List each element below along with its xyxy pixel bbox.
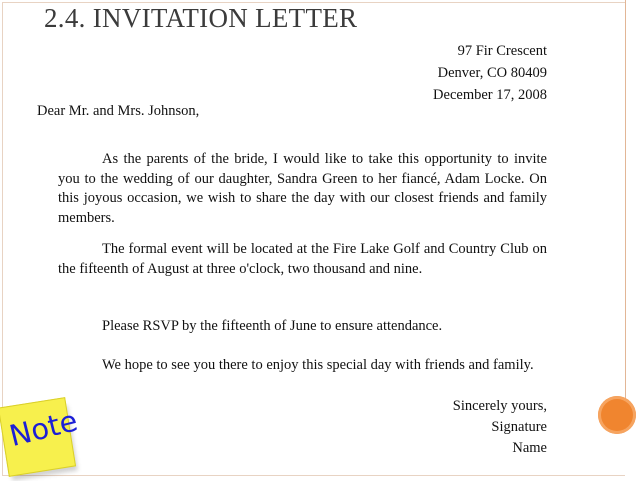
orange-circle-decoration bbox=[598, 396, 636, 434]
name-line: Name bbox=[512, 440, 547, 456]
slide-right-rule bbox=[625, 0, 626, 400]
letter-paragraph bbox=[58, 240, 547, 279]
letter-paragraph bbox=[58, 317, 547, 337]
sticky-note-label: Note bbox=[6, 403, 81, 453]
address-street: 97 Fir Crescent bbox=[457, 43, 547, 59]
letter-closing bbox=[453, 396, 547, 459]
paragraph-text: We hope to see you there to enjoy this special day with friends and family. bbox=[102, 357, 534, 373]
letter-paragraph bbox=[58, 356, 547, 376]
address-city: Denver, CO 80409 bbox=[437, 65, 547, 81]
sender-address bbox=[433, 40, 547, 106]
paragraph-text: As the parents of the bride, I would like to take this opportunity to invite you to the wedding of our daughter, Sandra Green to her fiancé, Adam Locke. On this joyous occasion, we wish to share the day with our closest friends and family members. bbox=[58, 151, 547, 226]
letter-date: December 17, 2008 bbox=[433, 87, 547, 103]
letter-paragraph bbox=[58, 150, 547, 228]
closing-phrase: Sincerely yours, bbox=[452, 398, 547, 414]
slide-title: 2.4. INVITATION LETTER bbox=[44, 3, 358, 33]
paragraph-text: Please RSVP by the fifteenth of June to ensure attendance. bbox=[102, 318, 443, 334]
salutation: Dear Mr. and Mrs. Johnson, bbox=[37, 103, 200, 119]
paragraph-text: The formal event will be located at the Fire Lake Golf and Country Club on the fifteenth of August at three o'clock, two thousand and nine. bbox=[58, 241, 547, 277]
signature-line: Signature bbox=[491, 419, 547, 435]
